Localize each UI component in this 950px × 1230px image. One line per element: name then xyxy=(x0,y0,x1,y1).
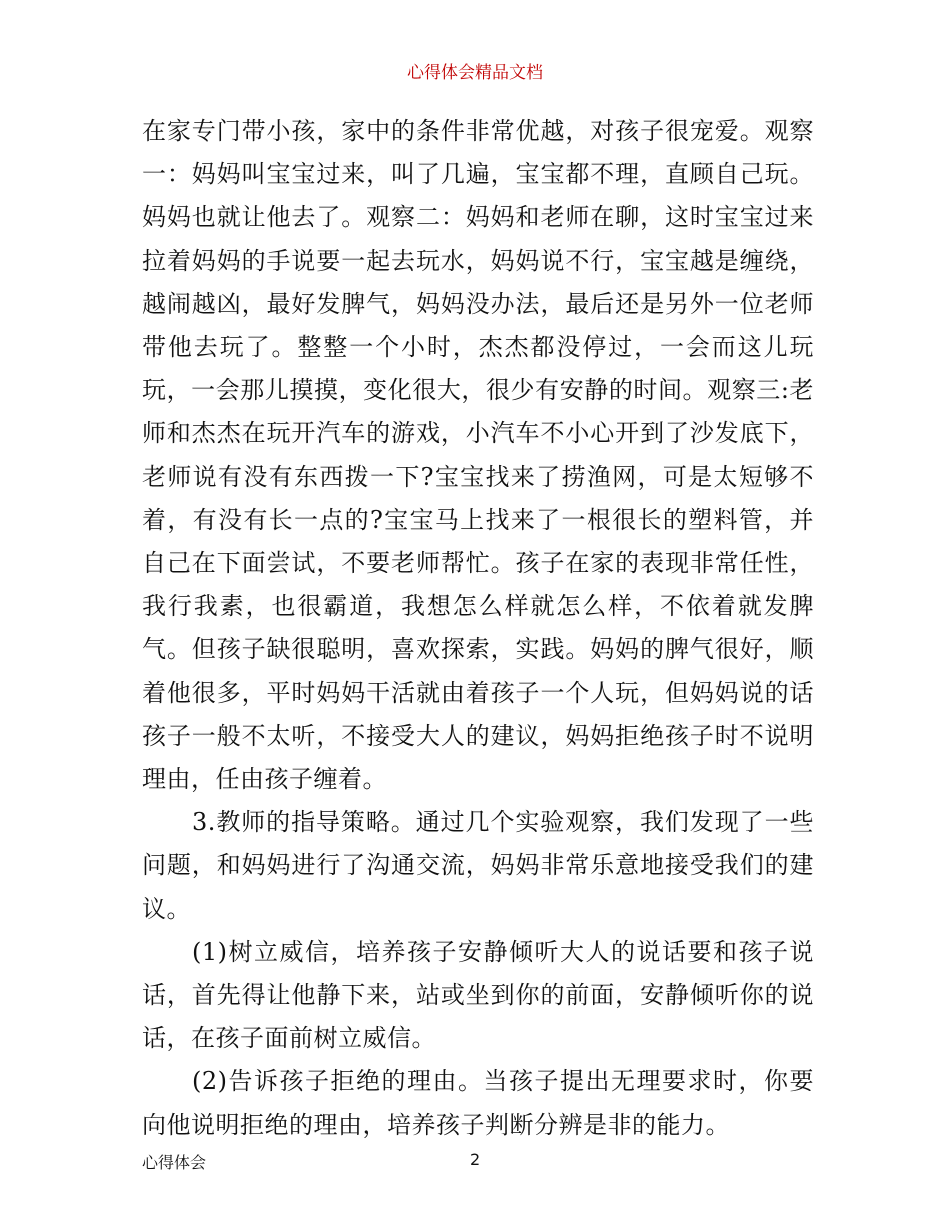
body-paragraph: (2)告诉孩子拒绝的理由。当孩子提出无理要求时，你要向他说明拒绝的理由，培养孩子判断分辨是非的能力。 xyxy=(142,1067,814,1139)
body-paragraph: 3.教师的指导策略。通过几个实验观察，我们发现了一些问题，和妈妈进行了沟通交流，妈妈非常乐意地接受我们的建议。 xyxy=(142,808,814,923)
footer-label: 心得体会 xyxy=(142,1153,207,1172)
body-paragraph: (1)树立威信，培养孩子安静倾听大人的说话要和孩子说话，首先得让他静下来，站或坐到你的前面，安静倾听你的说话，在孩子面前树立威信。 xyxy=(142,937,814,1053)
page-number: 2 xyxy=(470,1150,481,1169)
page-footer xyxy=(142,1150,814,1174)
document-body xyxy=(142,110,814,1147)
page-header-title: 心得体会精品文档 xyxy=(407,63,543,83)
body-paragraph: 在家专门带小孩，家中的条件非常优越，对孩子很宠爱。观察一：妈妈叫宝宝过来，叫了几遍，宝宝都不理，直顾自己玩。妈妈也就让他去了。观察二：妈妈和老师在聊，这时宝宝过来拉着妈妈的手说要一起去玩水，妈妈说不行，宝宝越是缠绕，越闹越凶，最好发脾气，妈妈没办法，最后还是另外一位老师带他去玩了。整整一个小时，杰杰都没停过，一会而这儿玩玩，一会那儿摸摸，变化很大，很少有安静的时间。观察三:老师和杰杰在玩开汽车的游戏，小汽车不小心开到了沙发底下，老师说有没有东西拨一下?宝宝找来了捞渔网，可是太短够不着，有没有长一点的?宝宝马上找来了一根很长的塑料管，并自己在下面尝试，不要老师帮忙。孩子在家的表现非常任性，我行我素，也很霸道，我想怎么样就怎么样，不依着就发脾气。但孩子缺很聪明，喜欢探索，实践。妈妈的脾气很好，顺着他很多，平时妈妈干活就由着孩子一个人玩，但妈妈说的话孩子一般不太听，不接受大人的建议，妈妈拒绝孩子时不说明理由，任由孩子缠着。 xyxy=(142,117,814,794)
